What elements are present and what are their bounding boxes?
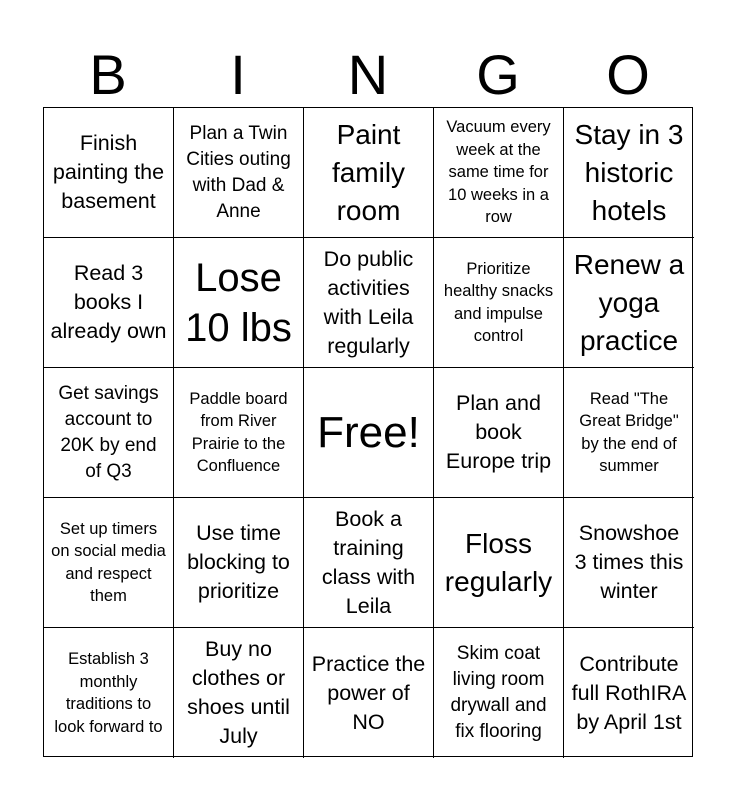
bingo-cell-text: Establish 3 monthly traditions to look forward to (54, 650, 163, 736)
bingo-cell-text: Contribute full RothIRA by April 1st (571, 651, 687, 734)
bingo-cell-text: Get savings account to 20K by end of Q3 (58, 382, 159, 482)
bingo-cell-text: Paint family room (331, 118, 406, 226)
bingo-cell-text: Stay in 3 historic hotels (574, 118, 684, 226)
bingo-cell[interactable] (564, 628, 694, 758)
bingo-cell[interactable] (434, 368, 564, 498)
bingo-cell[interactable] (564, 238, 694, 368)
bingo-cell[interactable] (44, 368, 174, 498)
bingo-cell-text: Skim coat living room drywall and fix flooring (450, 643, 547, 742)
free-space-text: Free! (317, 407, 420, 457)
bingo-cell[interactable] (434, 238, 564, 368)
bingo-cell[interactable] (304, 498, 434, 628)
bingo-header (43, 44, 693, 106)
bingo-cell-text: Read 3 books I already own (50, 261, 167, 343)
bingo-cell[interactable] (174, 368, 304, 498)
bingo-cell-text: Paddle board from River Prairie to the Confluence (189, 389, 288, 475)
bingo-cell-text: Do public activities with Leila regularly (323, 246, 414, 358)
bingo-cell[interactable] (434, 108, 564, 238)
bingo-cell[interactable] (564, 368, 694, 498)
header-letter-o: O (606, 43, 650, 106)
bingo-cell[interactable] (304, 238, 434, 368)
header-letter-i: I (230, 43, 246, 106)
bingo-cell-text: Use time blocking to prioritize (187, 521, 290, 603)
bingo-cell-text: Renew a yoga practice (573, 248, 685, 356)
bingo-cell[interactable] (44, 628, 174, 758)
bingo-cell[interactable] (44, 238, 174, 368)
bingo-cell[interactable] (174, 628, 304, 758)
bingo-cell[interactable] (304, 628, 434, 758)
bingo-board (43, 107, 693, 757)
header-letter-b: B (89, 43, 127, 106)
bingo-cell[interactable] (434, 498, 564, 628)
bingo-cell-text: Set up timers on social media and respect them (51, 519, 166, 605)
bingo-cell[interactable] (174, 498, 304, 628)
bingo-cell[interactable] (44, 498, 174, 628)
bingo-cell[interactable] (304, 108, 434, 238)
bingo-cell[interactable] (564, 498, 694, 628)
bingo-cell-text: Finish painting the basement (52, 131, 165, 213)
bingo-cell-text: Vacuum every week at the same time for 10 weeks in a row (446, 118, 551, 227)
bingo-cell-text: Buy no clothes or shoes until July (187, 637, 290, 748)
bingo-cell-text: Book a training class with Leila (321, 506, 416, 618)
bingo-cell-text: Plan a Twin Cities outing with Dad & Anne (186, 122, 291, 222)
free-space-cell[interactable] (304, 368, 434, 498)
bingo-cell-text: Practice the power of NO (311, 651, 426, 734)
header-letter-n: N (347, 43, 389, 106)
bingo-cell-text: Floss regularly (444, 527, 553, 597)
bingo-cell-text: Read "The Great Bridge" by the end of summer (579, 389, 679, 475)
bingo-cell-text: Plan and book Europe trip (445, 391, 552, 473)
bingo-cell[interactable] (434, 628, 564, 758)
bingo-cell-text: Lose 10 lbs (185, 255, 292, 350)
bingo-cell-text: Prioritize healthy snacks and impulse control (443, 259, 554, 345)
header-letter-g: G (476, 43, 520, 106)
bingo-cell[interactable] (564, 108, 694, 238)
bingo-cell[interactable] (174, 238, 304, 368)
bingo-cell-text: Snowshoe 3 times this winter (574, 521, 684, 603)
bingo-cell[interactable] (44, 108, 174, 238)
bingo-cell[interactable] (174, 108, 304, 238)
